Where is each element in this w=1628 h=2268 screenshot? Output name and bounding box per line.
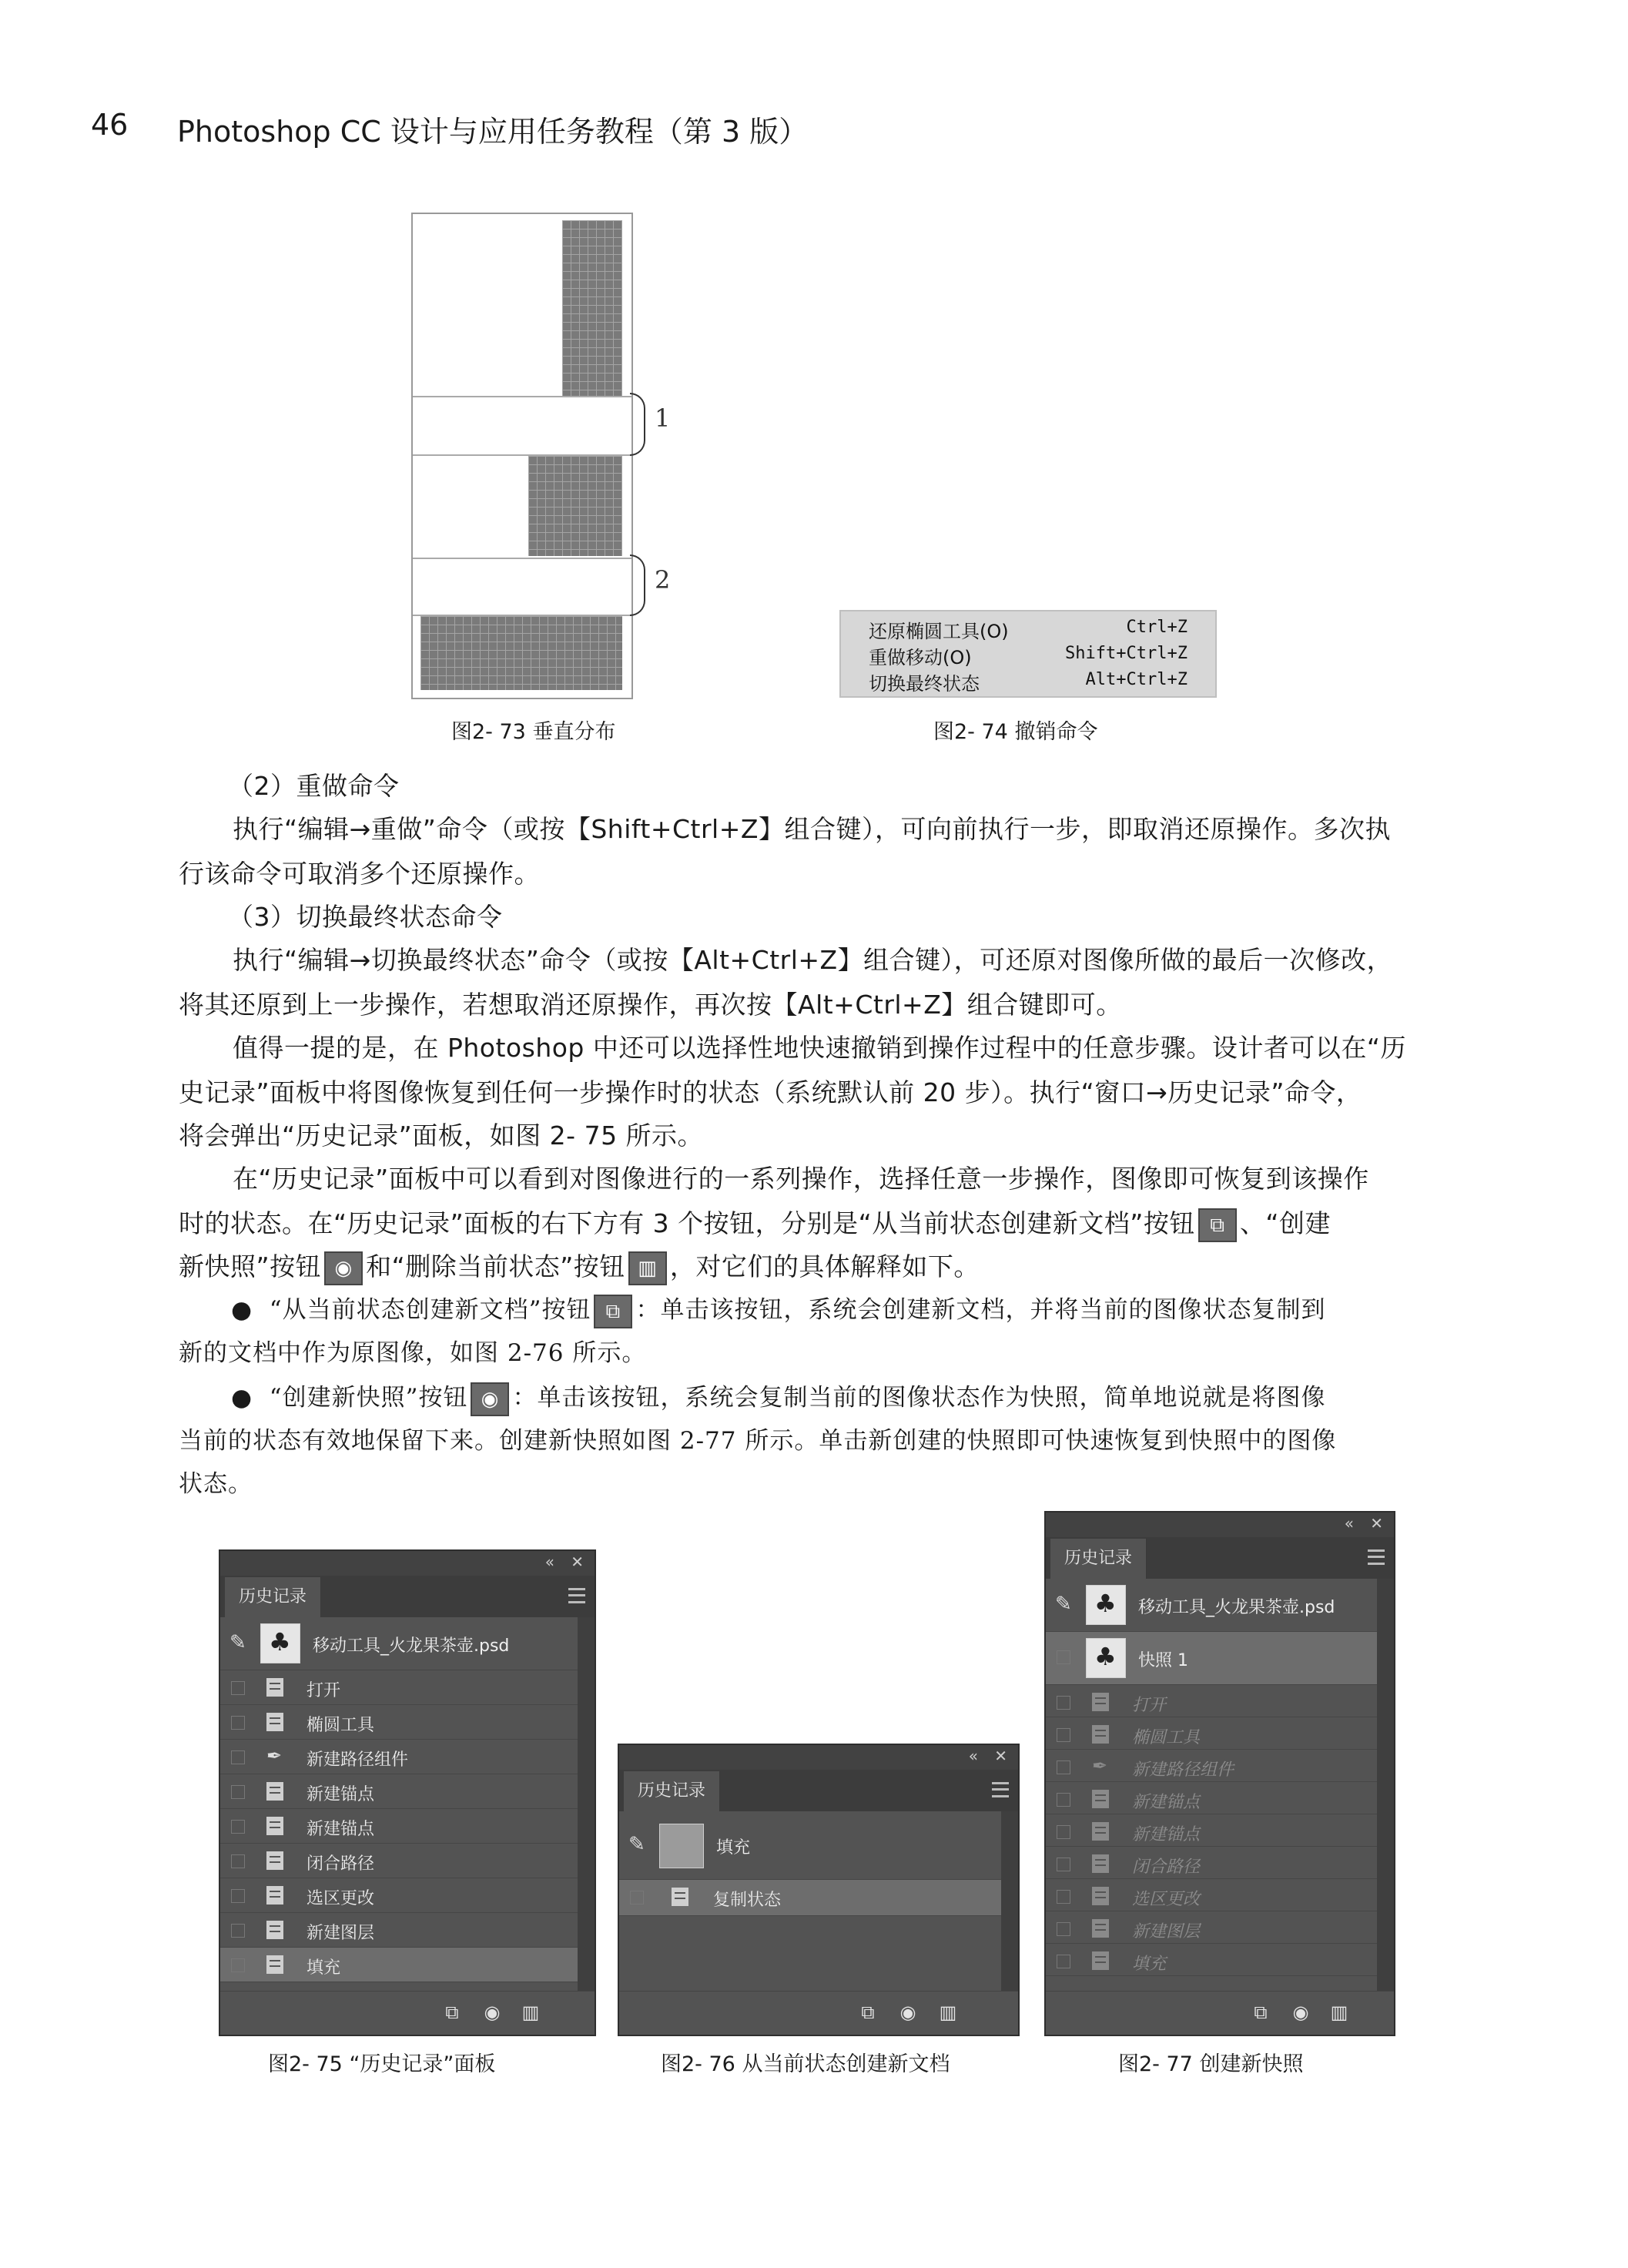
new-document-icon: ⧉ <box>594 1295 632 1328</box>
grid-block-bottom <box>420 616 622 690</box>
history-item-label: 新建路径组件 <box>307 1750 409 1770</box>
checkbox[interactable] <box>1057 1955 1070 1968</box>
paragraph-history-line1: 值得一提的是，在 Photoshop 中还可以选择性地快速撤销到操作过程中的任意步骤。设计者可以在“历 <box>233 1033 1406 1063</box>
bullet-icon: ● <box>231 1384 270 1412</box>
caption-fig76: 图2- 76 从当前状态创建新文档 <box>661 2052 950 2076</box>
snapshot-label: 快照 1 <box>1138 1651 1188 1670</box>
menu-item-redo[interactable] <box>869 642 1188 667</box>
snapshot-row[interactable] <box>220 1617 578 1670</box>
caption-fig77: 图2- 77 创建新快照 <box>1118 2052 1304 2076</box>
grid-block-middle <box>528 456 622 556</box>
camera-icon[interactable]: ◉ <box>899 2002 916 2023</box>
menu-item-toggle-last-state[interactable] <box>869 668 1188 693</box>
camera-icon: ◉ <box>324 1251 363 1285</box>
text-run: 、“创建 <box>1239 1208 1331 1238</box>
document-icon <box>266 1713 283 1731</box>
bullet-new-document-line1 <box>231 1288 1494 1332</box>
snapshot-thumbnail <box>1086 1638 1126 1678</box>
brace-label-1: 1 <box>655 404 671 433</box>
close-icon[interactable]: ✕ <box>571 1553 584 1571</box>
panel-bottom-bar <box>619 1991 1018 2035</box>
document-icon <box>672 1888 688 1906</box>
panel-menu-icon[interactable] <box>568 1588 585 1603</box>
snapshot-label: 填充 <box>716 1838 751 1858</box>
history-item[interactable] <box>220 1809 578 1844</box>
gap-1 <box>413 396 631 456</box>
history-panel-fig76 <box>618 1744 1020 2036</box>
text-run: ：单击该按钮，系统会复制当前的图像状态作为快照，简单地说就是将图像 <box>512 1384 1326 1412</box>
snapshot-label: 移动工具_火龙果茶壶.psd <box>313 1637 510 1656</box>
history-item-label: 椭圆工具 <box>1132 1728 1201 1747</box>
paragraph-panel-line1: 在“历史记录”面板中可以看到对图像进行的一系列操作，选择任意一步操作，图像即可恢复到该操作 <box>233 1164 1369 1194</box>
caption-fig73: 图2- 73 垂直分布 <box>451 720 616 744</box>
document-icon <box>1092 1790 1109 1808</box>
bullet-snapshot-line2: 当前的状态有效地保留下来。创建新快照如图 2-77 所示。单击新创建的快照即可快速恢复到快照中的图像 <box>179 1427 1337 1455</box>
new-document-icon[interactable]: ⧉ <box>445 2002 459 2023</box>
history-item-label: 选区更改 <box>1132 1890 1201 1909</box>
fill-icon <box>266 1955 283 1974</box>
panel-topbar <box>220 1551 595 1576</box>
trash-icon[interactable]: ▥ <box>1330 2002 1348 2023</box>
paragraph-toggle-line2: 将其还原到上一步操作，若想取消还原操作，再次按【Alt+Ctrl+Z】组合键即可。 <box>179 990 1122 1020</box>
running-title: Photoshop CC 设计与应用任务教程（第 3 版） <box>177 115 809 149</box>
scrollbar[interactable] <box>1377 1579 1394 1992</box>
history-item[interactable] <box>220 1913 578 1948</box>
history-item[interactable] <box>1046 1847 1377 1879</box>
bullet-snapshot-line3: 状态。 <box>179 1470 253 1498</box>
paragraph-toggle-line1: 执行“编辑→切换最终状态”命令（或按【Alt+Ctrl+Z】组合键），可还原对图像所做的最后一次修改， <box>233 945 1393 975</box>
brace-2 <box>630 554 645 616</box>
trash-icon[interactable]: ▥ <box>939 2002 957 2023</box>
history-panel-fig77 <box>1044 1511 1395 2036</box>
paragraph-history-line3: 将会弹出“历史记录”面板，如图 2- 75 所示。 <box>179 1121 704 1151</box>
scrollbar[interactable] <box>1001 1811 1018 1992</box>
trash-icon: ▥ <box>628 1251 667 1285</box>
paragraph-redo-line2: 行该命令可取消多个还原操作。 <box>179 859 540 889</box>
checkbox[interactable] <box>630 1891 644 1905</box>
history-item[interactable] <box>1046 1750 1377 1782</box>
panel-topbar <box>1046 1513 1394 1537</box>
history-item-label: 闭合路径 <box>307 1854 375 1874</box>
scrollbar[interactable] <box>578 1617 595 1992</box>
history-item-selected[interactable] <box>619 1880 1001 1916</box>
history-list <box>220 1617 578 1982</box>
checkbox[interactable] <box>1057 1793 1070 1807</box>
pen-icon: ✒ <box>1092 1755 1108 1777</box>
paragraph-panel-line2 <box>179 1201 1442 1246</box>
paragraph-panel-line3 <box>179 1245 1442 1289</box>
checkbox[interactable] <box>231 1681 245 1695</box>
history-item-label: 新建锚点 <box>307 1820 375 1839</box>
history-item[interactable] <box>220 1844 578 1878</box>
paragraph-redo-line1: 执行“编辑→重做”命令（或按【Shift+Ctrl+Z】组合键），可向前执行一步，即取消还原操作。多次执 <box>233 814 1391 844</box>
snapshot-thumbnail <box>260 1623 300 1663</box>
history-item[interactable] <box>1046 1814 1377 1847</box>
checkbox[interactable] <box>1057 1728 1070 1742</box>
panel-topbar <box>619 1745 1018 1770</box>
history-item-label: 新建锚点 <box>1132 1793 1201 1812</box>
history-item[interactable] <box>1046 1685 1377 1717</box>
checkbox[interactable] <box>231 1716 245 1730</box>
document-icon <box>266 1817 283 1835</box>
menu-item-label: 还原椭圆工具(O) <box>869 621 1009 642</box>
history-item[interactable] <box>1046 1782 1377 1814</box>
history-panel-fig75 <box>219 1549 596 2036</box>
camera-icon[interactable]: ◉ <box>484 2002 501 2023</box>
panel-menu-icon[interactable] <box>1368 1549 1385 1565</box>
snapshot-thumbnail <box>659 1824 704 1868</box>
text-run: 时的状态。在“历史记录”面板的右下方有 3 个按钮，分别是“从当前状态创建新文档”按钮 <box>179 1208 1195 1238</box>
menu-item-shortcut: Alt+Ctrl+Z <box>1085 670 1188 689</box>
tab-history[interactable]: 历史记录 <box>1050 1539 1147 1579</box>
document-icon <box>1092 1693 1109 1711</box>
checkbox[interactable] <box>231 1785 245 1799</box>
history-item[interactable] <box>220 1670 578 1705</box>
history-item-selected[interactable] <box>220 1948 578 1982</box>
menu-item-shortcut: Ctrl+Z <box>1126 618 1188 637</box>
text-run: 和“删除当前状态”按钮 <box>366 1251 625 1281</box>
history-item-label: 复制状态 <box>713 1891 782 1910</box>
checkbox[interactable] <box>1057 1922 1070 1936</box>
brace-label-2: 2 <box>655 565 671 595</box>
close-icon[interactable]: ✕ <box>994 1747 1007 1765</box>
snapshot-thumbnail <box>1086 1585 1126 1625</box>
history-item[interactable] <box>1046 1944 1377 1976</box>
history-item-label: 新建锚点 <box>1132 1825 1201 1844</box>
bullet-new-document-line2: 新的文档中作为原图像，如图 2-76 所示。 <box>179 1339 647 1367</box>
page-number: 46 <box>91 108 129 142</box>
panel-bottom-bar <box>220 1991 595 2035</box>
history-item-label: 新建路径组件 <box>1132 1760 1234 1780</box>
text-run: 新快照”按钮 <box>179 1251 322 1281</box>
history-list <box>619 1811 1001 1916</box>
history-brush-icon: ✎ <box>1055 1593 1072 1616</box>
checkbox[interactable] <box>1057 1890 1070 1904</box>
bullet-snapshot-line1 <box>231 1375 1494 1420</box>
document-icon <box>266 1782 283 1801</box>
menu-item-label: 切换最终状态 <box>869 673 980 695</box>
figure-74-undo-menu <box>839 610 1217 698</box>
panel-menu-icon[interactable] <box>992 1782 1009 1797</box>
text-run: ：单击该按钮，系统会创建新文档，并将当前的图像状态复制到 <box>635 1296 1326 1324</box>
history-item-label: 闭合路径 <box>1132 1858 1201 1877</box>
checkbox[interactable] <box>231 1854 245 1868</box>
tab-history[interactable]: 历史记录 <box>624 1771 720 1811</box>
checkbox[interactable] <box>1057 1858 1070 1871</box>
collapse-icon[interactable]: « <box>1344 1514 1354 1533</box>
camera-icon[interactable]: ◉ <box>1292 2002 1309 2023</box>
checkbox[interactable] <box>231 1924 245 1938</box>
figure-73-vertical-distribution <box>411 213 633 699</box>
history-item-label: 打开 <box>307 1681 341 1700</box>
snapshot-row-selected[interactable] <box>1046 1632 1377 1685</box>
text-run: “从当前状态创建新文档”按钮 <box>269 1296 591 1324</box>
history-item-label: 填充 <box>307 1958 341 1978</box>
text-run: “创建新快照”按钮 <box>269 1384 468 1412</box>
document-icon <box>266 1921 283 1939</box>
history-brush-icon: ✎ <box>229 1631 246 1654</box>
menu-item-label: 重做移动(O) <box>869 647 972 668</box>
text-run: ，对它们的具体解释如下。 <box>669 1251 980 1281</box>
checkbox[interactable] <box>1057 1825 1070 1839</box>
history-item[interactable] <box>220 1705 578 1740</box>
history-item[interactable] <box>220 1878 578 1913</box>
checkbox[interactable] <box>231 1958 245 1972</box>
history-item[interactable] <box>1046 1911 1377 1944</box>
history-list <box>1046 1579 1377 1976</box>
pen-icon: ✒ <box>266 1745 283 1767</box>
document-icon <box>266 1886 283 1905</box>
grid-block-top <box>562 220 622 396</box>
checkbox[interactable] <box>231 1820 245 1834</box>
snapshot-row[interactable] <box>1046 1579 1377 1632</box>
collapse-icon[interactable]: « <box>968 1747 978 1765</box>
history-brush-icon: ✎ <box>628 1833 645 1856</box>
panel-bottom-bar <box>1046 1991 1394 2035</box>
new-document-icon[interactable]: ⧉ <box>861 2002 875 2023</box>
caption-fig74: 图2- 74 撤销命令 <box>933 720 1098 744</box>
snapshot-label: 移动工具_火龙果茶壶.psd <box>1138 1598 1335 1617</box>
heading-toggle: （3）切换最终状态命令 <box>228 902 503 932</box>
history-item[interactable] <box>1046 1879 1377 1911</box>
new-document-icon[interactable]: ⧉ <box>1254 2002 1268 2023</box>
menu-item-shortcut: Shift+Ctrl+Z <box>1065 644 1188 663</box>
camera-icon: ◉ <box>471 1382 509 1416</box>
checkbox[interactable] <box>1057 1696 1070 1710</box>
new-document-icon: ⧉ <box>1198 1208 1237 1242</box>
trash-icon[interactable]: ▥ <box>521 2002 540 2023</box>
heading-redo: （2）重做命令 <box>228 771 400 801</box>
document-icon <box>1092 1887 1109 1905</box>
history-item-label: 椭圆工具 <box>307 1716 375 1735</box>
document-icon <box>1092 1822 1109 1841</box>
history-item[interactable] <box>220 1774 578 1809</box>
snapshot-row[interactable] <box>619 1811 1001 1880</box>
history-item-label: 打开 <box>1132 1696 1167 1715</box>
document-icon <box>1092 1919 1109 1938</box>
history-item[interactable] <box>1046 1717 1377 1750</box>
document-icon <box>1092 1854 1109 1873</box>
close-icon[interactable]: ✕ <box>1370 1514 1383 1533</box>
history-item-label: 新建图层 <box>307 1924 375 1943</box>
collapse-icon[interactable]: « <box>544 1553 554 1571</box>
document-icon <box>266 1678 283 1697</box>
history-item[interactable] <box>220 1740 578 1774</box>
paragraph-history-line2: 史记录”面板中将图像恢复到任何一步操作时的状态（系统默认前 20 步）。执行“窗口→历史记录”命令， <box>179 1077 1362 1107</box>
gap-2 <box>413 558 631 616</box>
caption-fig75: 图2- 75 “历史记录”面板 <box>268 2052 496 2076</box>
tab-history[interactable]: 历史记录 <box>225 1577 321 1617</box>
history-item-label: 填充 <box>1132 1955 1167 1974</box>
history-item-label: 新建锚点 <box>307 1785 375 1804</box>
menu-item-undo[interactable] <box>869 616 1188 641</box>
history-item-label: 新建图层 <box>1132 1922 1201 1941</box>
checkbox[interactable] <box>231 1889 245 1903</box>
fill-icon <box>1092 1951 1109 1970</box>
document-icon <box>1092 1725 1109 1744</box>
history-item-label: 选区更改 <box>307 1889 375 1908</box>
document-icon <box>266 1851 283 1870</box>
checkbox[interactable] <box>1057 1760 1070 1774</box>
brace-1 <box>630 393 645 456</box>
checkbox[interactable] <box>231 1750 245 1764</box>
checkbox[interactable] <box>1057 1650 1070 1664</box>
bullet-icon: ● <box>231 1296 270 1324</box>
